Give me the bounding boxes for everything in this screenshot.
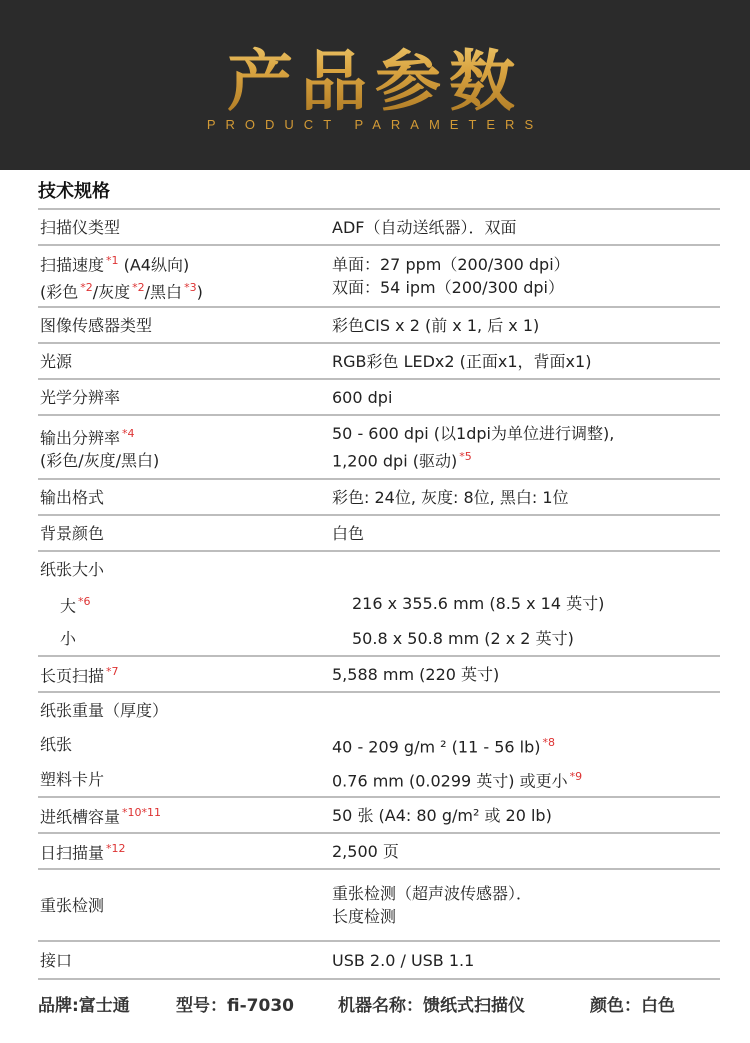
spec-value: USB 2.0 / USB 1.1 — [332, 950, 475, 970]
spec-value: 50.8 x 50.8 mm (2 x 2 英寸) — [352, 628, 574, 648]
spec-label: 塑料卡片 — [40, 769, 105, 789]
spec-value-line2: 双面：54 ipm（200/300 dpi） — [332, 278, 564, 297]
spec-row-background-color — [38, 516, 720, 552]
footnote-mark: *2 — [132, 281, 145, 294]
spec-value: 50 张 (A4: 80 g/m² 或 20 lb) — [332, 805, 552, 825]
spec-row-feeder-capacity — [38, 798, 720, 834]
spec-label: 输出分辨率 — [40, 428, 121, 448]
spec-label: 扫描仪类型 — [40, 217, 121, 237]
machine-name-label: 机器名称：馈纸式扫描仪 — [338, 995, 525, 1016]
spec-label: 进纸槽容量 — [40, 807, 121, 827]
spec-label: 光学分辨率 — [40, 387, 121, 407]
spec-value: 单面：27 ppm（200/300 dpi） — [332, 255, 570, 274]
spec-value: 彩色CIS x 2 (前 x 1, 后 x 1) — [332, 315, 540, 335]
footnote-mark: *7 — [106, 665, 119, 679]
spec-value: 40 - 209 g/m ² (11 - 56 lb) — [332, 737, 541, 757]
spec-value-line2: 长度检测 — [332, 907, 397, 926]
spec-label-line2: ) — [196, 282, 203, 302]
spec-value: 216 x 355.6 mm (8.5 x 14 英寸) — [352, 594, 605, 613]
spec-row-interface — [38, 942, 720, 980]
spec-label-line2: (彩色 — [40, 282, 79, 302]
page-title: 产品参数 — [0, 28, 750, 123]
footnote-mark: *2 — [80, 281, 93, 294]
spec-label: 大 — [60, 596, 77, 616]
section-title: 技术规格 — [38, 176, 720, 210]
spec-label: 长页扫描 — [40, 666, 105, 686]
spec-value-line2: 1,200 dpi (驱动) — [332, 451, 458, 471]
spec-value: 0.76 mm (0.0299 英寸) 或更小 — [332, 771, 568, 791]
spec-row-paper-size-max — [38, 586, 720, 621]
footnote-mark: *9 — [569, 770, 583, 784]
footnote-mark: *12 — [106, 842, 126, 856]
spec-label-line2: (彩色/灰度/黑白) — [40, 451, 160, 471]
spec-value: 重张检测（超声波传感器）． — [332, 884, 533, 903]
footnote-mark: *3 — [184, 281, 197, 294]
footnote-mark: *4 — [122, 426, 135, 440]
spec-label-line2: /黑白 — [144, 282, 183, 302]
spec-value: 彩色: 24位, 灰度: 8位, 黑白: 1位 — [332, 487, 569, 507]
spec-label: 接口 — [40, 950, 73, 970]
spec-row-daily-volume — [38, 834, 720, 870]
color-label: 颜色：白色 — [590, 995, 675, 1016]
footnote-mark: *10*11 — [122, 806, 162, 820]
spec-row-paper-size — [38, 552, 720, 586]
spec-row-output-resolution — [38, 416, 720, 480]
spec-row-long-page — [38, 657, 720, 693]
spec-label: 图像传感器类型 — [40, 315, 153, 335]
spec-label-extra: (A4纵向) — [118, 255, 190, 274]
spec-label: 重张检测 — [40, 895, 105, 915]
spec-row-optical-resolution — [38, 380, 720, 416]
spec-row-sensor-type — [38, 308, 720, 344]
spec-row-scanner-type — [38, 210, 720, 246]
spec-label: 小 — [60, 628, 77, 648]
spec-row-scan-speed — [38, 246, 720, 308]
spec-row-paper-weight — [38, 693, 720, 727]
spec-label-line2: /灰度 — [92, 282, 131, 302]
spec-row-multifeed-detection — [38, 870, 720, 942]
spec-row-paper-weight-paper — [38, 727, 720, 762]
spec-label: 扫描速度 — [40, 255, 105, 274]
spec-value: RGB彩色 LEDx2 (正面x1，背面x1) — [332, 351, 592, 371]
footnote-mark: *1 — [106, 253, 119, 267]
footnote-mark: *5 — [459, 449, 472, 463]
spec-label: 日扫描量 — [40, 843, 105, 863]
spec-value: 600 dpi — [332, 387, 393, 407]
spec-value: 2,500 页 — [332, 841, 399, 861]
spec-row-output-format — [38, 480, 720, 516]
footnote-mark: *8 — [542, 735, 555, 749]
header-banner — [0, 0, 750, 170]
spec-value: 白色 — [332, 523, 365, 543]
product-info-footer — [38, 985, 720, 1021]
spec-row-plastic-card — [38, 762, 720, 798]
page-subtitle: PRODUCT PARAMETERS — [206, 117, 544, 132]
spec-row-paper-size-min — [38, 621, 720, 657]
spec-label: 背景颜色 — [40, 523, 105, 543]
model-label: 型号：fi-7030 — [176, 995, 294, 1016]
brand-label: 品牌:富士通 — [38, 995, 130, 1016]
spec-label: 纸张大小 — [40, 559, 105, 579]
spec-value: 50 - 600 dpi (以1dpi为单位进行调整), — [332, 423, 615, 443]
spec-label: 输出格式 — [40, 487, 105, 507]
spec-table — [38, 176, 720, 980]
footnote-mark: *6 — [78, 594, 91, 608]
spec-value: 5,588 mm (220 英寸) — [332, 664, 500, 684]
spec-row-light-source — [38, 344, 720, 380]
spec-label: 纸张 — [40, 735, 73, 754]
spec-value: ADF（自动送纸器）．双面 — [332, 217, 517, 237]
spec-label: 纸张重量（厚度） — [40, 700, 169, 720]
spec-label: 光源 — [40, 351, 73, 371]
